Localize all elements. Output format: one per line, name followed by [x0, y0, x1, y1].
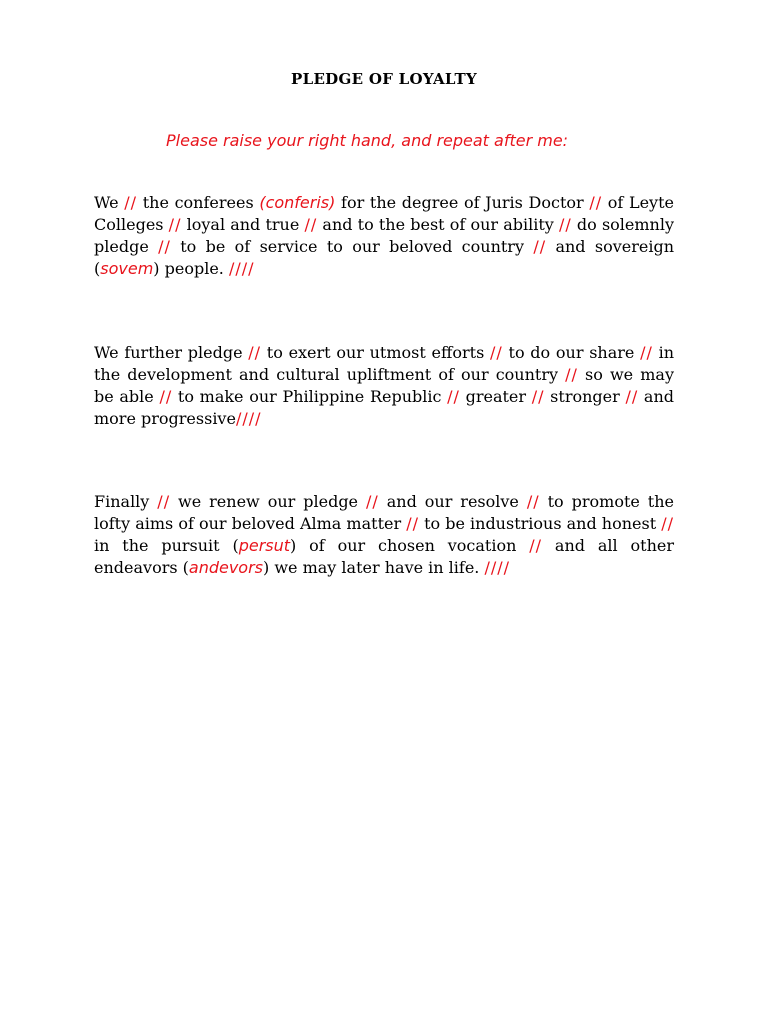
pledge-text: and to the best of our ability: [317, 215, 559, 234]
pledge-text: in the development and cultural upliftment of our country: [94, 343, 675, 384]
pledge-text: to do our share: [502, 343, 641, 362]
pledge-text: and all other endeavors (: [94, 536, 674, 577]
pause-mark: //: [365, 492, 379, 511]
pause-mark: //: [565, 365, 578, 384]
pledge-paragraph-1: [94, 192, 674, 280]
pause-mark: //: [158, 237, 171, 256]
pause-mark: ////: [228, 259, 255, 278]
instruction-text: Please raise your right hand, and repeat after me:: [166, 131, 569, 150]
pledge-text: and more progressive: [94, 387, 674, 428]
pledge-text: to be industrious and honest: [418, 514, 662, 533]
pronunciation-note: sovem: [100, 259, 154, 278]
pledge-text: to make our Philippine Republic: [172, 387, 448, 406]
pause-mark: //: [533, 237, 547, 256]
pledge-text: the conferees: [137, 193, 260, 212]
pledge-text: We: [94, 193, 125, 212]
pledge-text: greater: [459, 387, 532, 406]
pledge-text: do solemnly pledge: [94, 215, 675, 256]
pledge-text: to be of service to our beloved country: [170, 237, 534, 256]
pledge-text: ) of our chosen vocation: [290, 536, 530, 555]
pledge-text: in the pursuit (: [94, 536, 239, 555]
pledge-text: so we may be able: [94, 365, 675, 406]
pause-mark: //: [447, 387, 460, 406]
page-title: PLEDGE OF LOYALTY: [291, 70, 477, 88]
pledge-text: loyal and true: [181, 215, 305, 234]
pause-mark: //: [526, 492, 540, 511]
pledge-text: ) people.: [153, 259, 229, 278]
pledge-text: of Leyte Colleges: [94, 193, 674, 234]
pause-mark: //: [168, 215, 182, 234]
pause-mark: //: [159, 387, 173, 406]
pause-mark: //: [406, 514, 419, 533]
pause-mark: //: [304, 215, 318, 234]
pledge-paragraph-2: [94, 342, 674, 430]
pause-mark: //: [248, 343, 262, 362]
pronunciation-note: (conferis): [259, 193, 336, 212]
pledge-text: to promote the lofty aims of our beloved Alma matter: [94, 492, 675, 533]
pledge-text: for the degree of Juris Doctor: [335, 193, 590, 212]
pause-mark: //: [661, 514, 675, 533]
pledge-text: We further pledge: [94, 343, 249, 362]
pronunciation-note: persut: [238, 536, 291, 555]
pause-mark: //: [490, 343, 503, 362]
pledge-text: and our resolve: [378, 492, 527, 511]
pause-mark: //: [625, 387, 639, 406]
pause-mark: ////: [235, 409, 262, 428]
pledge-text: we renew our pledge: [170, 492, 366, 511]
pause-mark: //: [531, 387, 545, 406]
pause-mark: ////: [484, 558, 511, 577]
pronunciation-note: andevors: [188, 558, 264, 577]
pause-mark: //: [124, 193, 138, 212]
pause-mark: //: [640, 343, 653, 362]
pledge-text: ) we may later have in life.: [263, 558, 485, 577]
pause-mark: //: [558, 215, 572, 234]
pause-mark: //: [589, 193, 603, 212]
pause-mark: //: [529, 536, 543, 555]
pledge-text: stronger: [544, 387, 626, 406]
pledge-text: Finally: [94, 492, 158, 511]
pledge-paragraph-3: [94, 491, 674, 579]
pledge-text: to exert our utmost efforts: [261, 343, 491, 362]
pause-mark: //: [157, 492, 171, 511]
pledge-text: and sovereign (: [94, 237, 674, 278]
